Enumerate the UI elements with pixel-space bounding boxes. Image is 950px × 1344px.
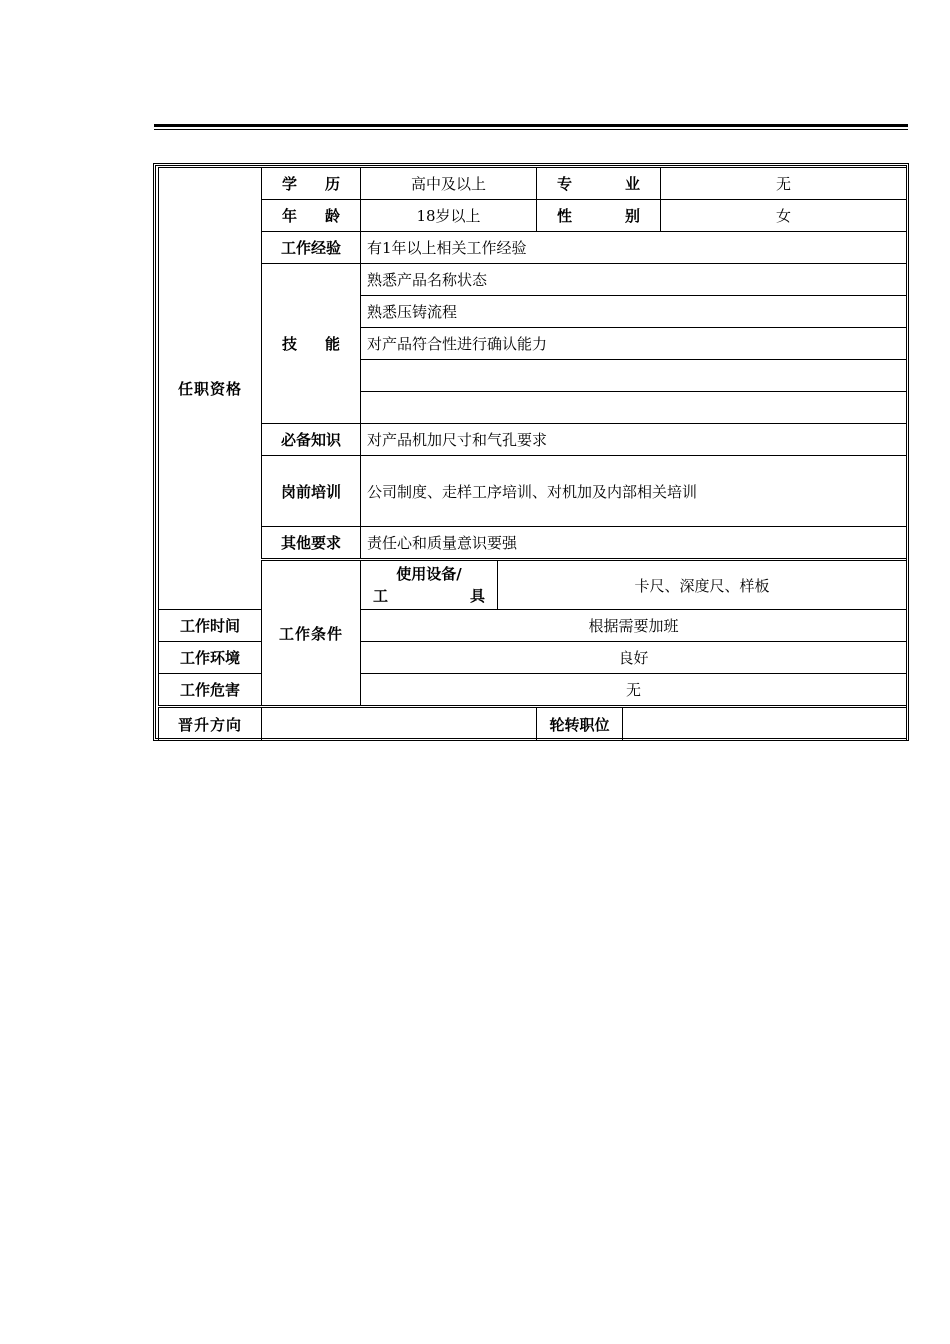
value-equipment: 卡尺、深度尺、样板 (498, 560, 907, 610)
label-hours: 工作时间 (159, 610, 262, 642)
value-major: 无 (661, 168, 907, 200)
row-equipment (159, 560, 907, 610)
label-hazard: 工作危害 (159, 674, 262, 707)
row-other (159, 527, 907, 560)
value-rotation (623, 707, 907, 741)
label-other: 其他要求 (262, 527, 361, 560)
label-promotion: 晋升方向 (159, 707, 262, 741)
label-equipment: 使用设备/ 工 具 (361, 560, 498, 610)
value-hours: 根据需要加班 (361, 610, 907, 642)
value-knowledge: 对产品机加尺寸和气孔要求 (361, 424, 907, 456)
value-gender: 女 (661, 200, 907, 232)
label-skills: 技 能 (262, 264, 361, 424)
row-skill-1 (159, 264, 907, 296)
row-training (159, 456, 907, 527)
row-experience (159, 232, 907, 264)
value-experience: 有1年以上相关工作经验 (361, 232, 907, 264)
label-experience: 工作经验 (262, 232, 361, 264)
value-skill (361, 360, 907, 392)
label-environment: 工作环境 (159, 642, 262, 674)
value-skill: 熟悉压铸流程 (361, 296, 907, 328)
value-hazard: 无 (361, 674, 907, 707)
row-knowledge (159, 424, 907, 456)
value-other: 责任心和质量意识要强 (361, 527, 907, 560)
row-age (159, 200, 907, 232)
label-major: 专 业 (537, 168, 661, 200)
label-age: 年 龄 (262, 200, 361, 232)
job-requirements-table (158, 167, 907, 741)
value-environment: 良好 (361, 642, 907, 674)
row-career (159, 707, 907, 741)
value-skill: 熟悉产品名称状态 (361, 264, 907, 296)
label-training: 岗前培训 (262, 456, 361, 527)
section-qualifications: 任职资格 (159, 168, 262, 610)
row-education (159, 168, 907, 200)
header-rule (154, 124, 908, 127)
value-age: 18岁以上 (361, 200, 537, 232)
label-education: 学 历 (262, 168, 361, 200)
label-rotation: 轮转职位 (537, 707, 623, 741)
value-training: 公司制度、走样工序培训、对机加及内部相关培训 (361, 456, 907, 527)
section-conditions: 工作条件 (262, 560, 361, 707)
value-skill: 对产品符合性进行确认能力 (361, 328, 907, 360)
value-education: 高中及以上 (361, 168, 537, 200)
label-knowledge: 必备知识 (262, 424, 361, 456)
value-promotion (262, 707, 537, 741)
value-skill (361, 392, 907, 424)
label-gender: 性 别 (537, 200, 661, 232)
